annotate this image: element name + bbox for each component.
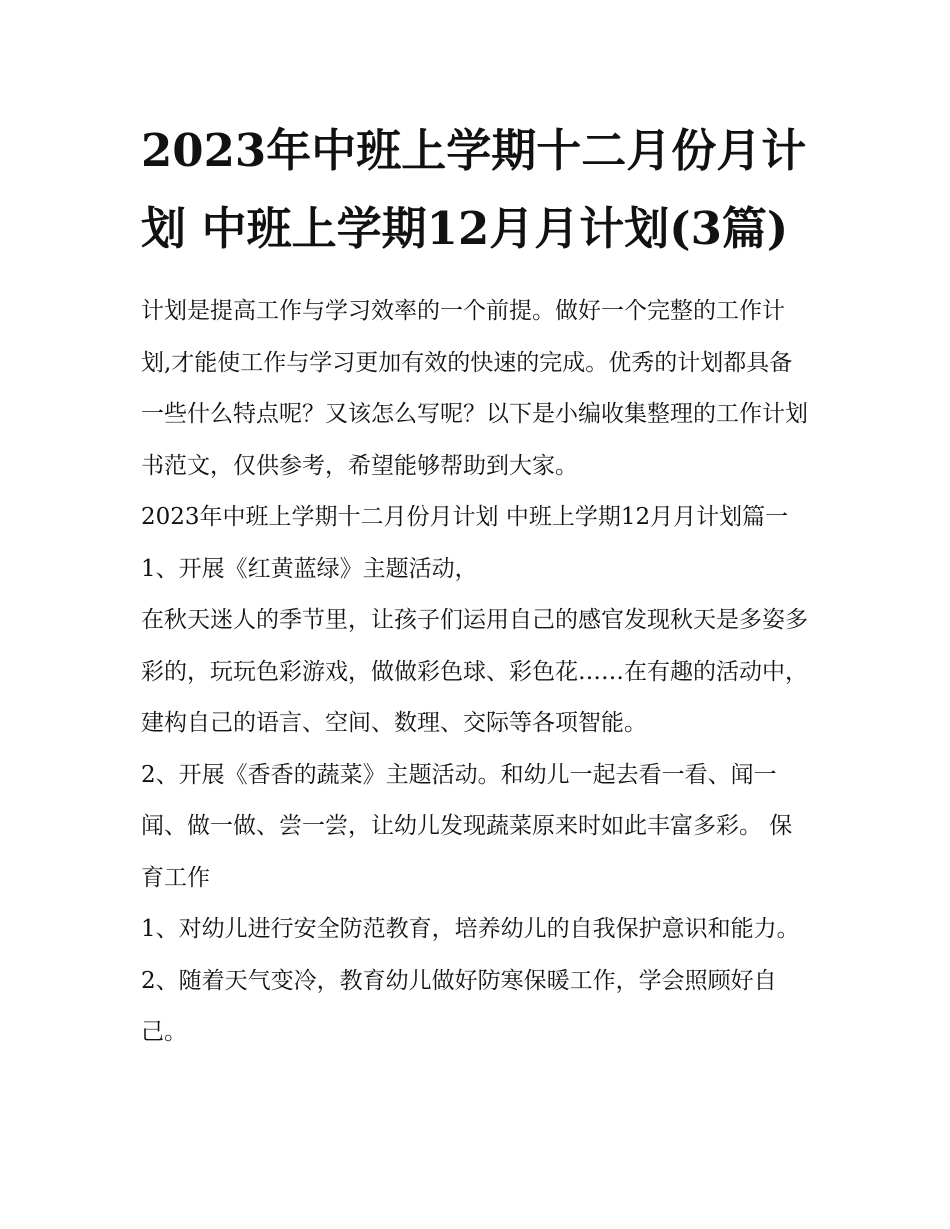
document-body bbox=[141, 286, 813, 1059]
document-page bbox=[141, 112, 813, 1059]
intro-paragraph: 计划是提高工作与学习效率的一个前提。做好一个完整的工作计划,才能使工作与学习更加有效的快速的完成。优秀的计划都具备一些什么特点呢？又该怎么写呢？以下是小编收集整理的工作计划书范文，仅供参考，希望能够帮助到大家。 bbox=[141, 298, 808, 479]
vegetable-activity-paragraph: 2、开展《香香的蔬菜》主题活动。和幼儿一起去看一看、闻一闻、做一做、尝一尝，让幼儿发现蔬菜原来时如此丰富多彩。 保育工作 bbox=[141, 761, 793, 891]
section-heading-paragraph: 2023年中班上学期十二月份月计划 中班上学期12月月计划篇一 1、开展《红黄蓝绿》主题活动， bbox=[141, 504, 789, 582]
autumn-activity-paragraph: 在秋天迷人的季节里，让孩子们运用自己的感官发现秋天是多姿多彩的，玩玩色彩游戏，做做彩色球、彩色花……在有趣的活动中，建构自己的语言、空间、数理、交际等各项智能。 bbox=[141, 607, 808, 736]
document-title: 2023年中班上学期十二月份月计划 中班上学期12月月计划(3篇) bbox=[141, 124, 807, 255]
care-work-paragraph: 1、对幼儿进行安全防范教育，培养幼儿的自我保护意识和能力。 2、随着天气变冷，教育幼儿做好防寒保暖工作，学会照顾好自己。 bbox=[141, 916, 800, 1045]
